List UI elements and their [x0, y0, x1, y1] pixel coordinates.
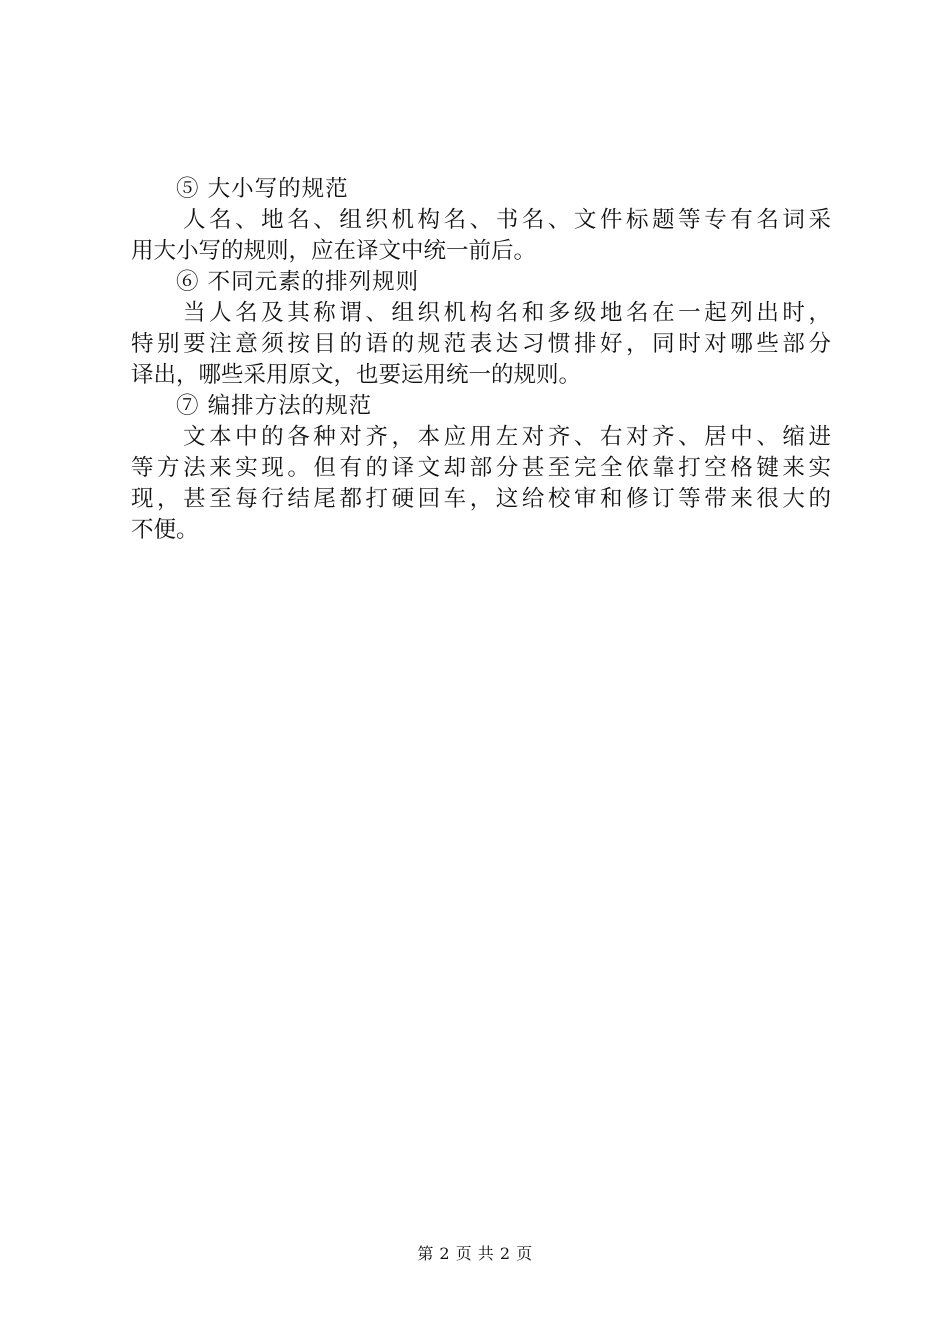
section-element-order — [131, 267, 831, 391]
paragraph-line: 人名、地名、组织机构名、书名、文件标题等专有名词采 — [183, 207, 831, 233]
section-layout-method — [131, 391, 831, 546]
paragraph-line: 当人名及其称谓、组织机构名和多级地名在一起列出时， — [183, 300, 831, 326]
paragraph-line: 不便。 — [131, 517, 199, 543]
paragraph-line: 等方法来实现。但有的译文却部分甚至完全依靠打空格键来实 — [131, 455, 831, 481]
page-footer — [0, 1243, 950, 1265]
section-heading: ⑦ 编排方法的规范 — [176, 393, 373, 419]
page-number-label: 第 2 页 共 2 页 — [417, 1244, 533, 1263]
section-capitalization — [131, 174, 831, 267]
section-heading: ⑥ 不同元素的排列规则 — [176, 269, 420, 295]
section-heading: ⑤ 大小写的规范 — [176, 176, 349, 202]
paragraph-line: 特别要注意须按目的语的规范表达习惯排好，同时对哪些部分 — [131, 331, 831, 357]
paragraph-line: 译出，哪些采用原文，也要运用统一的规则。 — [131, 362, 582, 388]
paragraph-line: 文本中的各种对齐，本应用左对齐、右对齐、居中、缩进 — [183, 424, 831, 450]
paragraph-line: 现，甚至每行结尾都打硬回车，这给校审和修订等带来很大的 — [131, 486, 831, 512]
document-body — [131, 174, 831, 546]
paragraph-line: 用大小写的规则，应在译文中统一前后。 — [131, 238, 537, 264]
